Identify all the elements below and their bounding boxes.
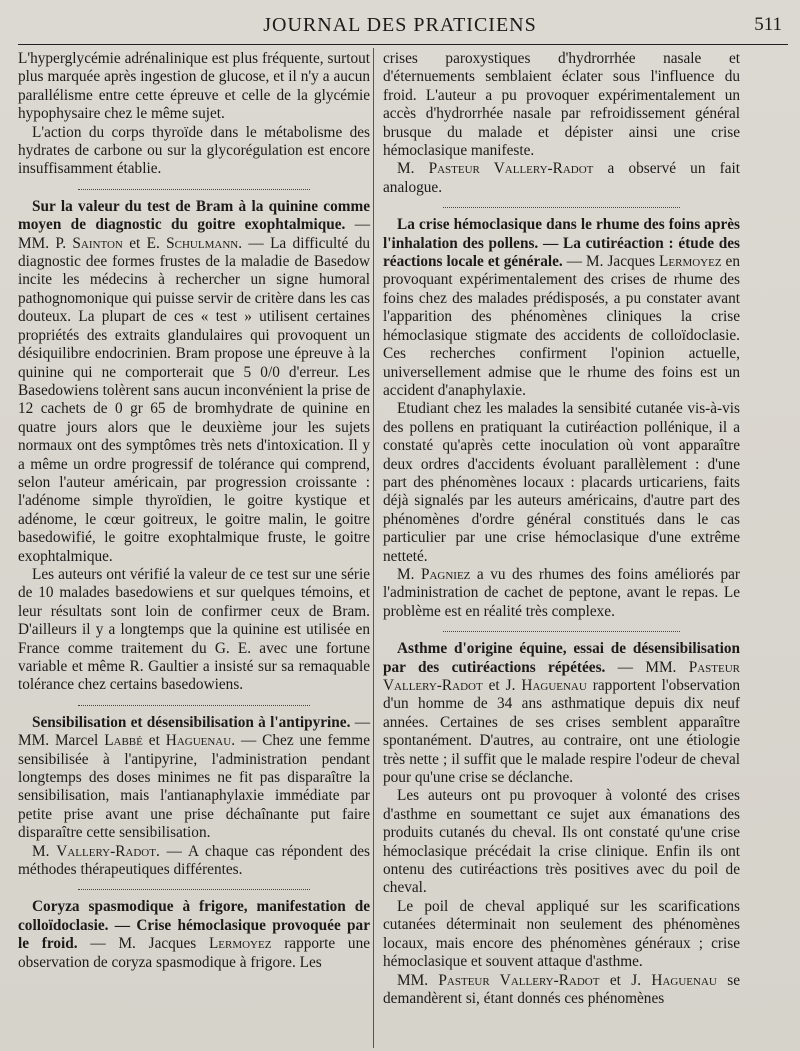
- left-column: [18, 50, 370, 972]
- paragraph: L'hyperglycémie adrénalinique est plus fréquente, surtout plus marquée après ingestion de glucose, et il n'y a aucun parallélisme entre cette épreuve et celle de la glycémie hypophysaire chez le même sujet.: [18, 50, 370, 123]
- page-header: [0, 14, 800, 44]
- page-number: 511: [754, 14, 782, 35]
- article-title: Coryza spasmodique à frigore, manifestation de colloïdoclasie. — Crise hémoclasique provoquée par le froid.: [18, 898, 370, 953]
- author-name: Pasteur Vallery-Radot: [438, 971, 600, 989]
- paragraph: MM. Pasteur Vallery-Radot et J. Haguenau se demandèrent si, étant donnés ces phénomènes: [383, 971, 740, 1007]
- section-separator: [78, 889, 310, 890]
- paragraph: M. Vallery-Radot. — A chaque cas répondent des méthodes thérapeutiques différentes.: [18, 842, 371, 879]
- article-title: Sensibilisation et désensibilisation à l'antipyrine.: [32, 713, 351, 731]
- author-name: Vallery-Radot: [56, 842, 156, 860]
- section-separator: [78, 705, 310, 706]
- right-column: [383, 50, 740, 1008]
- author-name: Labbé: [104, 732, 143, 750]
- article-title: Asthme d'origine équine, essai de désensibilisation par des cutiréactions répétées.: [383, 640, 740, 676]
- section-separator: [78, 189, 310, 190]
- article-rhume-des-foins: La crise hémoclasique dans le rhume des foins après l'inhalation des pollens. — La cutiréaction : étude des réactions locale et générale. — M. Jacques Lermoyez en provoquant expérimentalement des crises de rhume des foins chez des malades prédisposés, a pu constater avant l'apparition des phénomènes cliniques la crise hémoclasique stigmate des accidents de colloïdoclasie. Ces recherches confirment l'opinion actuelle, universellement admise que le rhume des foins est un accident d'anaphylaxie.: [383, 216, 740, 399]
- article-asthme: Asthme d'origine équine, essai de désensibilisation par des cutiréactions répétées. — MM. Pasteur Vallery-Radot et J. Haguenau rapportent l'observation d'un homme de 34 ans asthmatique depuis dix neuf années. Certaines de ses crises semblent apparaître spontanément. D'autres, au contraire, ont une étiologie très nette ; il suffit que le malade respire l'odeur de cheval pour qu'une crise se déclanche.: [383, 640, 741, 787]
- author-name: Pasteur Vallery-Radot: [383, 658, 741, 694]
- section-separator: [443, 631, 680, 632]
- paragraph: L'action du corps thyroïde dans le métabolisme des hydrates de carbone ou sur la glycorégulation est encore insuffisamment établie.: [18, 123, 370, 178]
- article-coryza: Coryza spasmodique à frigore, manifestation de colloïdoclasie. — Crise hémoclasique provoquée par le froid. — M. Jacques Lermoyez rapporte une observation de coryza spasmodique à frigore. Les: [18, 898, 371, 971]
- author-name: Lermoyez: [659, 253, 722, 271]
- article-title: La crise hémoclasique dans le rhume des foins après l'inhalation des pollens. — La cutiréaction : étude des réactions locale et générale.: [383, 216, 740, 271]
- author-name: Sainton: [72, 234, 123, 252]
- paragraph: M. Pasteur Vallery-Radot a observé un fait analogue.: [383, 160, 741, 196]
- author-name: Haguenau: [165, 732, 232, 750]
- paragraph: M. Pagniez a vu des rhumes des foins améliorés par l'administration de cachet de peptone, avant le repas. Le problème est en réalité très complexe.: [383, 565, 741, 620]
- author-name: Haguenau: [651, 971, 717, 989]
- header-rule: [18, 44, 788, 45]
- column-divider: [373, 48, 374, 1048]
- author-name: Pagniez: [420, 565, 471, 583]
- author-name: Schulmann: [166, 234, 239, 252]
- journal-title: JOURNAL DES PRATICIENS: [263, 14, 537, 36]
- author-name: Haguenau: [521, 677, 587, 694]
- section-separator: [443, 207, 680, 208]
- article-antipyrine: Sensibilisation et désensibilisation à l'antipyrine. — MM. Marcel Labbé et Haguenau. — Chez une femme sensibilisée à l'antipyrine, l'administration pendant longtemps des doses minimes ne fit pas disparaître la sensibilisation, mais l'antianaphylaxie immédiate par petite prise avant une prise déchaînante put faire disparaître cette sensibilisation.: [18, 713, 370, 842]
- article-title: Sur la valeur du test de Bram à la quinine comme moyen de diagnostic du goitre exophtalmique.: [18, 197, 370, 234]
- paragraph: Etudiant chez les malades la sensibité cutanée vis-à-vis des pollens en pratiquant la cutiréaction pollénique, il a constaté qu'après cette inoculation où vont apparaître deux ordres d'accidents évoluant parallèlement : d'une part des phénomènes locaux : placards urticariens, faits déjà signalés par les auteurs américains, d'autre part des phénomènes d'ordre général constitués dans le cas particulier par une crise hémoclasique d'une extrême netteté.: [383, 400, 740, 565]
- article-bram: Sur la valeur du test de Bram à la quinine comme moyen de diagnostic du goitre exophtalmique. — MM. P. Sainton et E. Schulmann. — La difficulté du diagnostic dee formes frustes de la maladie de Basedow incite les médecins à rechercher un signe humoral pathognomonique qui puisse servir de critère dans les cas douteux. La plupart de ces « test » utilisent certaines propriétés des extraits glandulaires qui provoquent un désiquilibre endocrinien. Bram propose une épreuve à la quinine qui ne comporterait que 5 0/0 d'erreur. Les Basedowiens tolèrent sans aucun inconvénient la prise de 12 cachets de 0 gr 65 de bromhydrate de quinine en quatre jours alors que le deuxième jour les sujets normaux ont des symptômes très nets d'intoxication. Il y a même un ordre progressif de tolérance qui comprend, selon l'auteur américain, par progression croissante : l'adénome simple thyroïdien, le goitre kystique et adénome, le cœur goitreux, le goitre malin, le goitre basedowifié, le goitre exophtalmique fruste, le goitre exophtalmique.: [18, 197, 370, 565]
- author-name: Pasteur Vallery-Radot: [428, 160, 594, 178]
- paragraph: Le poil de cheval appliqué sur les scarifications cutanées déterminait non seulement des phénomènes locaux, mais encore des phénomènes généraux ; crise hémoclasique et souvent attaque d'asthme.: [383, 897, 740, 971]
- author-name: Lermoyez: [208, 935, 272, 953]
- paragraph: Les auteurs ont pu provoquer à volonté des crises d'asthme en soumettant ce sujet aux émanations des produits cutanés du cheval. Ils ont constaté qu'une crise hémoclasique précédait la crise clinique. Enfin ils ont ontenu des cutiréactions très positives avec du poil de cheval.: [383, 787, 740, 897]
- paragraph: crises paroxystiques d'hydrorrhée nasale et d'éternuements semblaient éclater sous l'influence du froid. L'auteur a pu provoquer expérimentalement un accès d'hydrorrhée nasale par refroidissement général brusque du malade et dépister ainsi une crise hémoclasique manifeste.: [383, 50, 740, 160]
- paragraph: Les auteurs ont vérifié la valeur de ce test sur une série de 10 malades basedowiens et sur quelques témoins, et leur résultats sont loin de confirmer ceux de Bram. D'ailleurs il y a longtemps que la quinine est utilisée en France comme traitement du G. E. avec une fortune variable et même R. Gaultier a insisté sur sa remaquable tolérance chez certains basedowiens.: [18, 565, 370, 694]
